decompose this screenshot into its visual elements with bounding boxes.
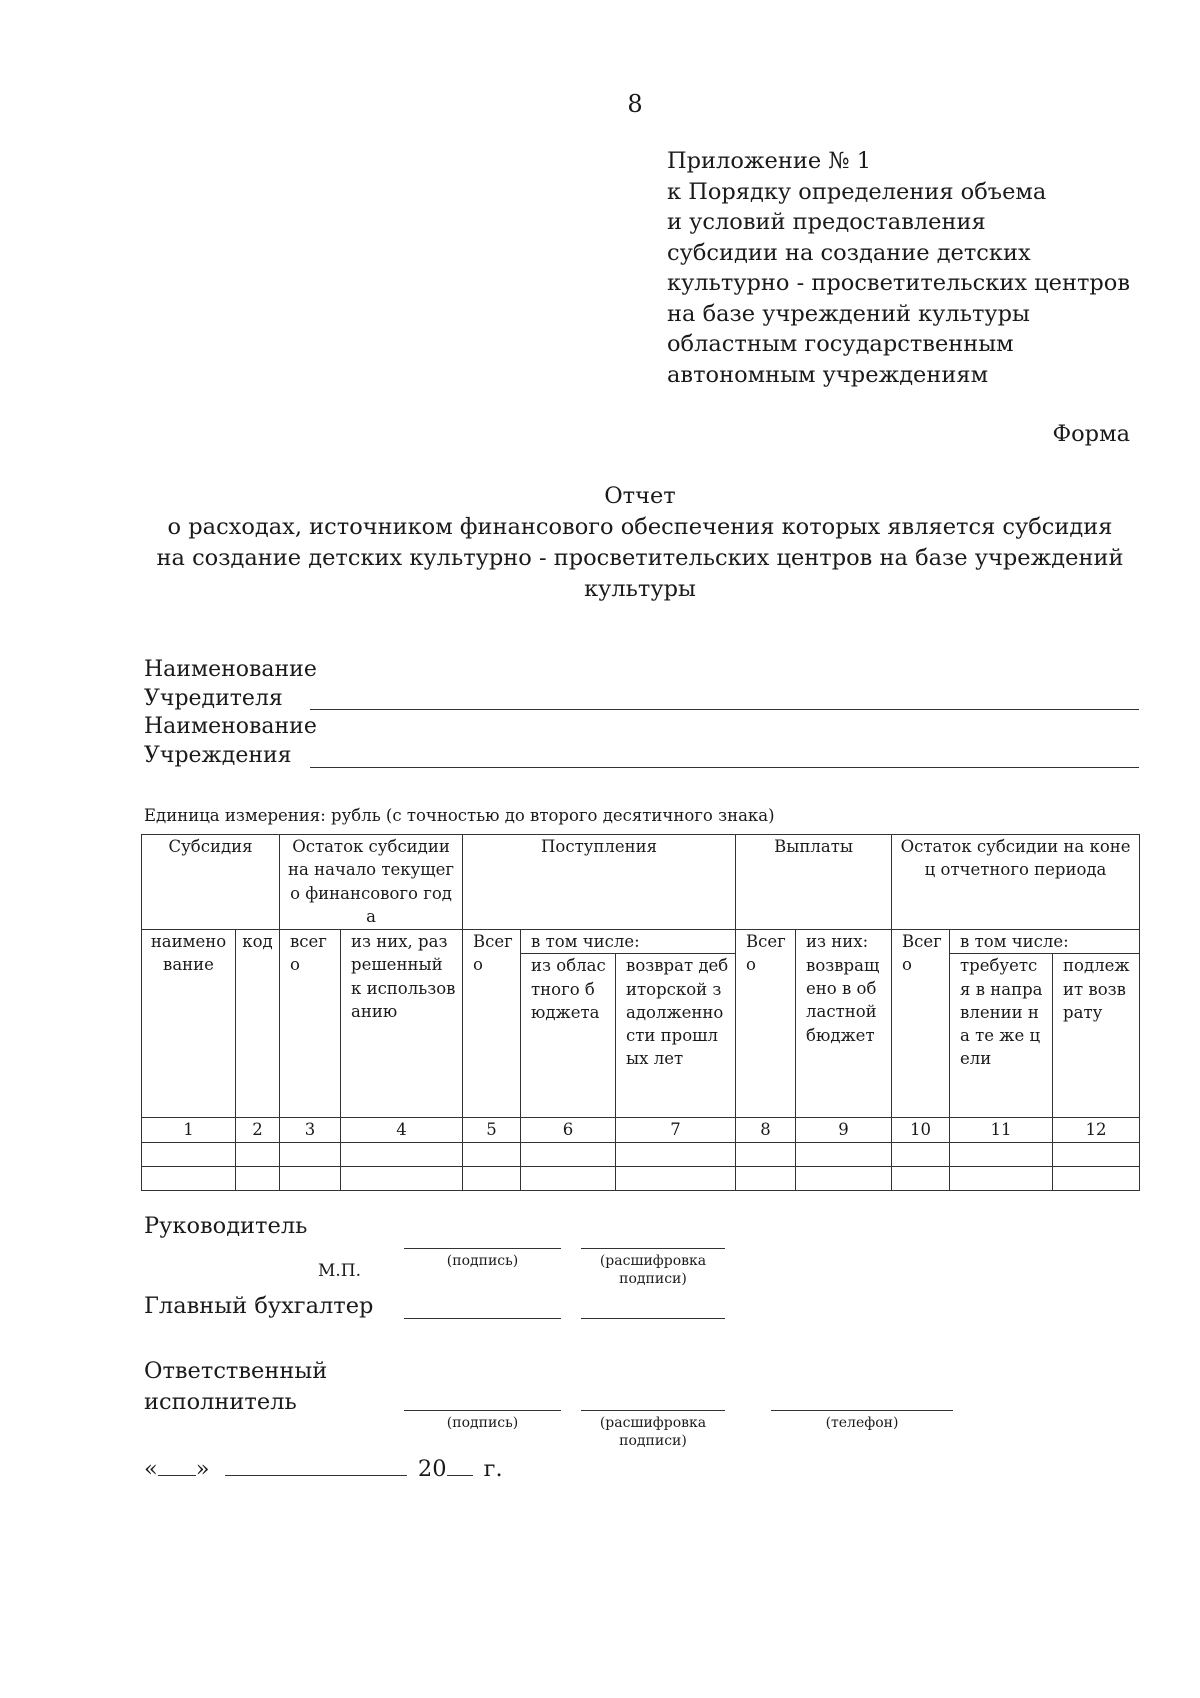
table-cell[interactable]	[950, 1142, 1053, 1166]
responsible-executor-line: исполнитель	[144, 1389, 297, 1415]
table-cell[interactable]	[616, 1142, 736, 1166]
header-subsidy: Субсидия	[142, 835, 280, 930]
table-cell[interactable]	[950, 1166, 1053, 1190]
column-number: 12	[1053, 1118, 1140, 1142]
appendix-line: субсидии на создание детских	[667, 239, 1031, 266]
table-cell[interactable]	[736, 1142, 796, 1166]
head-label: Руководитель	[144, 1213, 308, 1239]
executor-signature-line[interactable]	[404, 1410, 561, 1411]
date-day-field[interactable]	[158, 1453, 196, 1476]
table-cell[interactable]	[236, 1166, 280, 1190]
subheader-total: Всего	[463, 930, 521, 1118]
column-number: 1	[142, 1118, 236, 1142]
table-cell[interactable]	[616, 1166, 736, 1190]
executor-decoding-line[interactable]	[581, 1410, 725, 1411]
institution-label	[144, 713, 317, 770]
institution-label-line: Учреждения	[144, 742, 292, 768]
date-year-field[interactable]	[447, 1453, 473, 1476]
founder-label	[144, 656, 317, 713]
founder-name-field[interactable]	[310, 709, 1139, 710]
column-number-row	[142, 1118, 1140, 1142]
table-cell[interactable]	[142, 1142, 236, 1166]
signature-caption: (подпись)	[446, 1415, 519, 1431]
appendix-line: Приложение № 1	[667, 148, 872, 174]
date-open-quote: «	[144, 1456, 158, 1482]
subheader-returned-to-budget: возвращено в областной бюджет	[796, 954, 892, 1118]
executor-phone-line[interactable]	[771, 1410, 953, 1411]
column-number: 9	[796, 1118, 892, 1142]
form-label: Форма	[1052, 421, 1130, 447]
table-cell[interactable]	[521, 1166, 616, 1190]
table-cell[interactable]	[280, 1142, 341, 1166]
subheader-code: код	[236, 930, 280, 1118]
table-cell[interactable]	[796, 1166, 892, 1190]
subheader-total: всего	[280, 930, 341, 1118]
column-number: 6	[521, 1118, 616, 1142]
date-year-prefix: 20	[417, 1456, 447, 1482]
table-cell[interactable]	[280, 1166, 341, 1190]
header-payments: Выплаты	[736, 835, 892, 930]
table-header-row	[142, 835, 1140, 930]
head-signature-line[interactable]	[404, 1248, 561, 1249]
subheader-including: в том числе:	[521, 930, 736, 954]
report-title-line: культуры	[584, 576, 696, 602]
appendix-line: и условий предоставления	[667, 209, 986, 235]
decoding-caption-line: (расшифровка	[599, 1415, 707, 1431]
stamp-label: М.П.	[318, 1261, 362, 1281]
header-balance-start: Остаток субсидии на начало текущего финансового года	[280, 835, 463, 930]
chief-accountant-signature-line[interactable]	[404, 1318, 561, 1319]
report-title-line: на создание детских культурно - просветительских центров на базе учреждений	[156, 545, 1124, 571]
column-number: 5	[463, 1118, 521, 1142]
report-title: Отчет	[604, 483, 676, 509]
table-cell[interactable]	[892, 1166, 950, 1190]
column-number: 2	[236, 1118, 280, 1142]
header-balance-end: Остаток субсидии на конец отчетного периода	[892, 835, 1140, 930]
subheader-to-be-returned: подлежит возврату	[1053, 954, 1140, 1118]
table-cell[interactable]	[1053, 1142, 1140, 1166]
decoding-caption	[581, 1414, 725, 1450]
subheader-permitted: из них, разрешенный к использованию	[341, 930, 463, 1118]
subheader-from-regional-budget: из областного бюджета	[521, 954, 616, 1118]
table-cell[interactable]	[463, 1142, 521, 1166]
column-number: 3	[280, 1118, 341, 1142]
subheader-of-them: из них:	[796, 930, 892, 954]
subheader-total: Всего	[892, 930, 950, 1118]
appendix-line: к Порядку определения объема	[667, 178, 1047, 205]
responsible-executor-line: Ответственный	[144, 1358, 328, 1384]
column-number: 4	[341, 1118, 463, 1142]
column-number: 10	[892, 1118, 950, 1142]
head-decoding-line[interactable]	[581, 1248, 725, 1249]
report-title-line: о расходах, источником финансового обеспечения которых является субсидия	[167, 514, 1113, 540]
institution-name-field[interactable]	[310, 767, 1139, 768]
table-cell[interactable]	[1053, 1166, 1140, 1190]
subheader-required-same-purpose: требуется в направлении на те же цели	[950, 954, 1053, 1118]
date-line	[144, 1453, 503, 1482]
table-cell[interactable]	[236, 1142, 280, 1166]
chief-accountant-label: Главный бухгалтер	[144, 1293, 374, 1319]
column-number: 7	[616, 1118, 736, 1142]
responsible-executor-label	[144, 1356, 327, 1418]
appendix-line: на базе учреждений культуры	[667, 300, 1030, 327]
appendix-line: культурно - просветительских центров	[667, 270, 1131, 296]
table-cell[interactable]	[521, 1142, 616, 1166]
decoding-caption	[581, 1252, 725, 1288]
table-cell[interactable]	[796, 1142, 892, 1166]
table-cell[interactable]	[736, 1166, 796, 1190]
subheader-return-receivables: возврат дебиторской задолженности прошлых лет	[616, 954, 736, 1118]
chief-accountant-decoding-line[interactable]	[581, 1318, 725, 1319]
signature-caption: (подпись)	[446, 1253, 519, 1269]
page-number: 8	[627, 90, 643, 118]
decoding-caption-line: подписи)	[619, 1433, 687, 1449]
column-number: 8	[736, 1118, 796, 1142]
founder-label-line: Наименование	[144, 657, 317, 682]
date-close-quote: »	[195, 1456, 210, 1482]
header-receipts: Поступления	[463, 835, 736, 930]
report-table	[141, 834, 1140, 1191]
unit-of-measure: Единица измерения: рубль (с точностью до второго десятичного знака)	[144, 806, 775, 825]
column-number: 11	[950, 1118, 1053, 1142]
appendix-block	[667, 146, 1130, 390]
table-cell[interactable]	[142, 1166, 236, 1190]
subheader-total: Всего	[736, 930, 796, 1118]
date-month-field[interactable]	[225, 1453, 407, 1476]
table-cell[interactable]	[463, 1166, 521, 1190]
table-row	[142, 1166, 1140, 1190]
phone-caption: (телефон)	[825, 1415, 899, 1431]
appendix-line: областным государственным	[667, 331, 1014, 357]
appendix-line: автономным учреждениям	[667, 361, 989, 388]
decoding-caption-line: подписи)	[619, 1271, 687, 1287]
table-cell[interactable]	[341, 1166, 463, 1190]
subheader-including: в том числе:	[950, 930, 1140, 954]
date-year-suffix: г.	[483, 1456, 503, 1482]
decoding-caption-line: (расшифровка	[599, 1253, 707, 1269]
table-subheader-row	[142, 930, 1140, 954]
table-cell[interactable]	[341, 1142, 463, 1166]
table-row	[142, 1142, 1140, 1166]
table-cell[interactable]	[892, 1142, 950, 1166]
report-title-block	[140, 481, 1140, 605]
institution-label-line: Наименование	[144, 714, 317, 739]
founder-label-line: Учредителя	[144, 685, 283, 711]
subheader-name: наименование	[142, 930, 236, 1118]
